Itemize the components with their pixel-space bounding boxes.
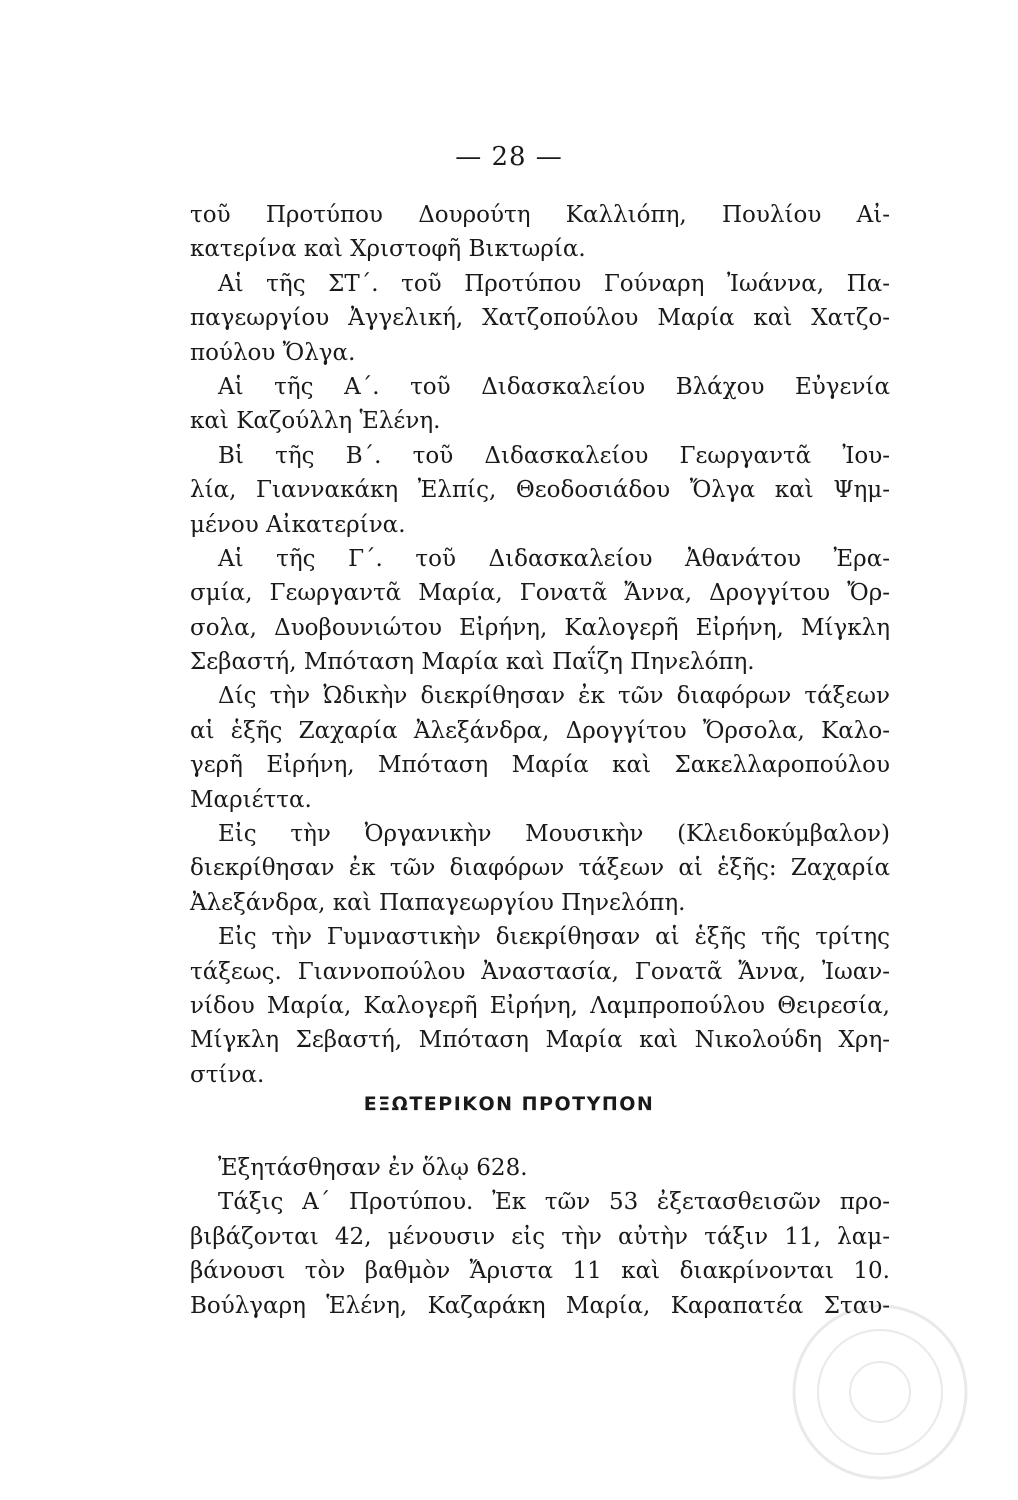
text-line: Δίς τὴν Ὠδικὴν διεκρίθησαν ἐκ τῶν διαφόρων τάξεων bbox=[218, 683, 890, 710]
text-line: καὶ Καζούλλη Ἑλένη. bbox=[190, 408, 441, 435]
text-line: τάξεως. Γιαννοπούλου Ἀναστασία, Γονατᾶ Ἄννα, Ἰωαν- bbox=[190, 958, 890, 985]
text-line: Ἐξητάσθησαν ἐν ὅλῳ 628. bbox=[218, 1155, 528, 1181]
page-number: — 28 — bbox=[455, 142, 563, 172]
text-line: κατερίνα καὶ Χριστοφῆ Βικτωρία. bbox=[190, 236, 586, 263]
text-line: γερῆ Εἰρήνη, Μπόταση Μαρία καὶ Σακελλαροπούλου bbox=[190, 752, 890, 779]
text-line: Αἱ τῆς Α΄. τοῦ Διδασκαλείου Βλάχου Εὐγενία bbox=[218, 373, 890, 400]
section-heading: ΕΞΩΤΕΡΙΚΟΝ ΠΡΟΤΥΠΟΝ bbox=[363, 1093, 655, 1115]
text-line: νίδου Μαρία, Καλογερῆ Εἰρήνη, Λαμπροπούλου Θειρεσία, bbox=[190, 992, 890, 1019]
text-line: σολα, Δυοβουνιώτου Εἰρήνη, Καλογερῆ Εἰρήνη, Μίγκλη bbox=[190, 614, 890, 641]
text-line: βάνουσι τὸν βαθμὸν Ἄριστα 11 καὶ διακρίνονται 10. bbox=[190, 1258, 890, 1285]
text-line: σμία, Γεωργαντᾶ Μαρία, Γονατᾶ Ἄννα, Δρογγίτου Ὄρ- bbox=[190, 580, 890, 607]
text-line: Αἱ τῆς ΣΤ΄. τοῦ Προτύπου Γούναρη Ἰωάννα, Πα- bbox=[218, 270, 890, 297]
library-seal-stamp bbox=[790, 1302, 970, 1482]
text-line: αἱ ἑξῆς Ζαχαρία Ἀλεξάνδρα, Δρογγίτου Ὄρσολα, Καλο- bbox=[190, 717, 890, 744]
body-text-continued bbox=[190, 1151, 890, 1323]
text-line: λία, Γιαννακάκη Ἐλπίς, Θεοδοσιάδου Ὄλγα καὶ Ψημ- bbox=[190, 477, 890, 504]
text-line: παγεωργίου Ἀγγελική, Χατζοπούλου Μαρία καὶ Χατζο- bbox=[190, 305, 890, 332]
text-line: Μαριέττα. bbox=[190, 786, 312, 813]
text-line: Μίγκλη Σεβαστή, Μπόταση Μαρία καὶ Νικολούδη Χρη- bbox=[190, 1027, 890, 1054]
text-line: πούλου Ὄλγα. bbox=[190, 339, 356, 366]
text-line: στίνα. bbox=[190, 1061, 265, 1088]
text-line: τοῦ Προτύπου Δουρούτη Καλλιόπη, Πουλίου Αἰ- bbox=[190, 202, 890, 228]
text-line: Σεβαστή, Μπόταση Μαρία καὶ Παΐζη Πηνελόπη. bbox=[190, 649, 755, 676]
text-line: μένου Αἰκατερίνα. bbox=[190, 511, 406, 538]
text-line: διεκρίθησαν ἐκ τῶν διαφόρων τάξεων αἱ ἑξῆς: Ζαχαρία bbox=[190, 855, 890, 882]
text-line: βιβάζονται 42, μένουσιν εἰς τὴν αὐτὴν τάξιν 11, λαμ- bbox=[190, 1223, 890, 1250]
text-line: Αἱ τῆς Γ΄. τοῦ Διδασκαλείου Ἀθανάτου Ἐρα- bbox=[218, 545, 890, 572]
text-line: Τάξις Α΄ Προτύπου. Ἐκ τῶν 53 ἐξετασθεισῶν προ- bbox=[218, 1189, 890, 1216]
text-line: Εἰς τὴν Ὀργανικὴν Μουσικὴν (Κλειδοκύμβαλον) bbox=[218, 821, 890, 848]
text-line: Βούλγαρη Ἑλένη, Καζαράκη Μαρία, Καραπατέα Σταυ- bbox=[190, 1292, 890, 1319]
text-line: Βἱ τῆς Β΄. τοῦ Διδασκαλείου Γεωργαντᾶ Ἰου- bbox=[218, 442, 890, 469]
text-line: Ἀλεξάνδρα, καὶ Παπαγεωργίου Πηνελόπη. bbox=[190, 889, 686, 916]
text-line: Εἰς τὴν Γυμναστικὴν διεκρίθησαν αἱ ἑξῆς τῆς τρίτης bbox=[218, 924, 890, 951]
body-text bbox=[190, 198, 890, 1092]
